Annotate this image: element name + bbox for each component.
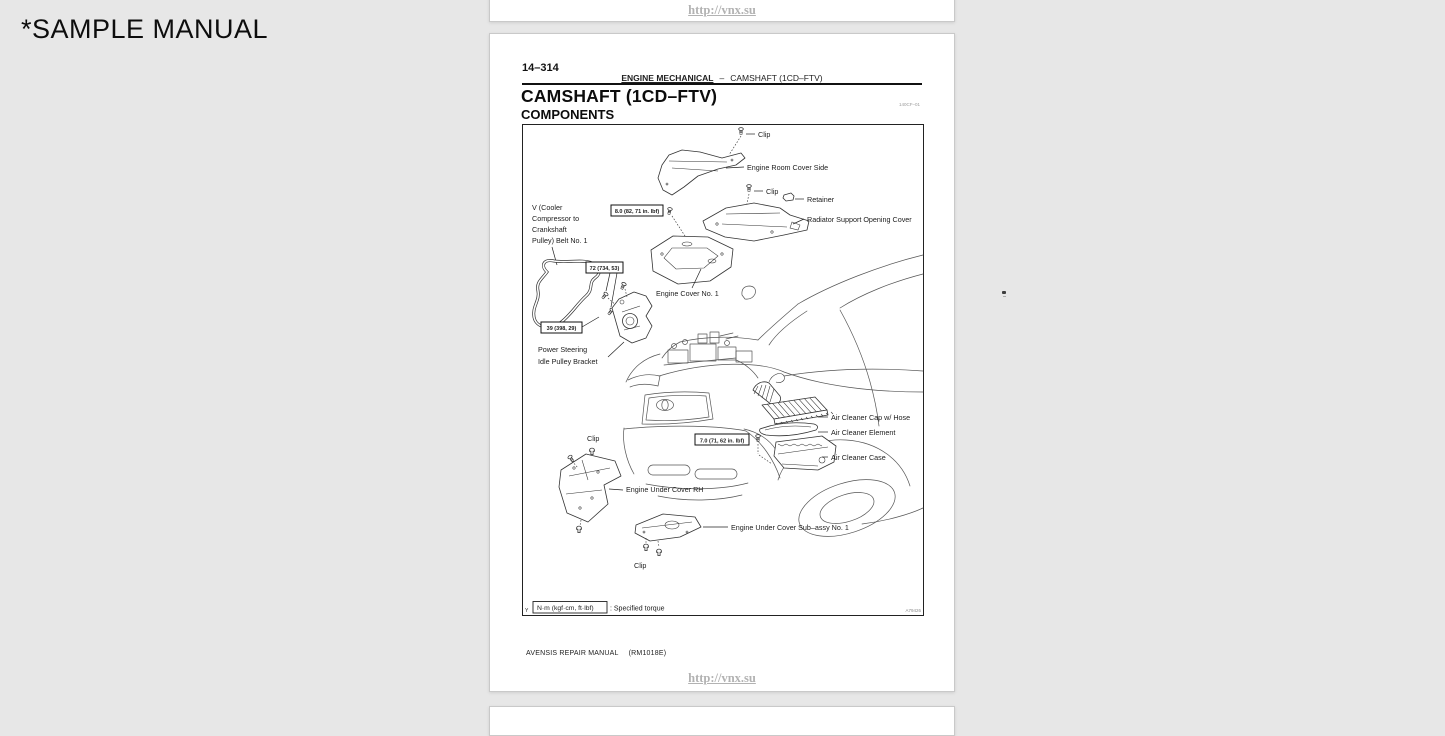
label-clip-left: Clip <box>587 434 600 443</box>
part-engine-room-cover-side <box>658 150 745 195</box>
footer-manual-name: AVENSIS REPAIR MANUAL <box>526 650 619 657</box>
torque-value-bracket: 39 (398, 29) <box>546 326 577 332</box>
clip-fastener-icon <box>576 526 581 533</box>
part-retainer <box>783 193 794 201</box>
note-y-marker: Y <box>525 608 529 614</box>
page-footer <box>526 650 666 657</box>
part-radiator-support-opening-cover <box>703 203 809 241</box>
label-v-belt-1: V (Cooler <box>532 203 563 212</box>
label-v-belt-2: Compressor to <box>532 214 580 223</box>
page-number: 14–314 <box>522 62 559 74</box>
label-clip-mid: Clip <box>766 187 779 196</box>
part-engine-under-cover-rh <box>559 454 621 522</box>
label-v-belt-4: Pulley) Belt No. 1 <box>532 236 588 245</box>
part-idle-pulley-bracket <box>612 292 652 343</box>
figure-code: A79426 <box>905 608 921 613</box>
part-engine-cover <box>651 236 733 284</box>
clip-fastener-icon <box>589 448 594 455</box>
label-engine-under-cover-rh: Engine Under Cover RH <box>626 485 704 494</box>
watermark-link[interactable]: http://vnx.su <box>688 671 756 685</box>
manual-page <box>489 33 955 692</box>
label-clip-top: Clip <box>758 130 771 139</box>
label-air-cleaner-element: Air Cleaner Element <box>831 428 896 437</box>
label-power-steering-1: Power Steering <box>538 345 588 354</box>
label-clip-bottom: Clip <box>634 561 647 570</box>
torque-value-engine-cover: 8.0 (82, 71 in. lbf) <box>614 209 660 215</box>
dust-speck <box>1002 291 1006 294</box>
page-title: CAMSHAFT (1CD–FTV) <box>521 86 718 106</box>
figure-border <box>523 125 924 616</box>
watermark-link[interactable]: http://vnx.su <box>688 3 756 17</box>
label-engine-under-cover-subassy: Engine Under Cover Sub–assy No. 1 <box>731 523 849 532</box>
part-air-cleaner-case <box>774 436 836 470</box>
screw-icon <box>601 291 609 299</box>
page-fragment-top <box>489 0 955 22</box>
torque-value-idle-pulley: 72 (734, 53) <box>589 266 620 272</box>
dust-speck-shadow <box>1003 296 1006 297</box>
screw-icon <box>739 128 744 135</box>
page-fragment-bottom <box>489 706 955 736</box>
header-rule <box>522 83 922 85</box>
label-retainer: Retainer <box>807 195 835 204</box>
label-air-cleaner-cap: Air Cleaner Cap w/ Hose <box>831 413 911 422</box>
clip-fastener-icon <box>656 549 661 556</box>
components-diagram <box>522 124 924 616</box>
label-engine-cover: Engine Cover No. 1 <box>656 289 719 298</box>
label-power-steering-2: Idle Pulley Bracket <box>538 357 598 366</box>
screw-icon <box>756 435 761 442</box>
torque-note-suffix: : Specified torque <box>610 605 665 613</box>
page-subtitle: COMPONENTS <box>521 107 615 122</box>
label-radiator-support-opening-cover: Radiator Support Opening Cover <box>807 215 912 224</box>
label-v-belt-3: Crankshaft <box>532 225 567 234</box>
running-header-section: ENGINE MECHANICAL <box>621 73 714 83</box>
running-header <box>490 73 954 83</box>
label-air-cleaner-case: Air Cleaner Case <box>831 453 886 462</box>
screw-icon <box>620 282 627 290</box>
torque-value-air-cleaner: 7.0 (71, 62 in. lbf) <box>699 438 745 445</box>
screw-icon <box>667 207 673 215</box>
screw-icon <box>747 185 752 192</box>
part-engine-under-cover-subassy <box>635 514 701 541</box>
torque-unit-label: N·m (kgf·cm, ft·lbf) <box>537 605 594 612</box>
label-engine-room-cover-side: Engine Room Cover Side <box>747 163 829 172</box>
footer-manual-code: (RM1018E) <box>628 650 667 657</box>
clip-fastener-icon <box>643 544 648 551</box>
components-figure <box>522 124 924 616</box>
sample-manual-label: *SAMPLE MANUAL <box>21 14 269 44</box>
revision-code: 140CF–01 <box>898 102 920 107</box>
running-header-separator: – <box>719 73 725 83</box>
part-air-cleaner-element <box>760 423 818 436</box>
running-header-topic: CAMSHAFT (1CD–FTV) <box>730 73 823 83</box>
